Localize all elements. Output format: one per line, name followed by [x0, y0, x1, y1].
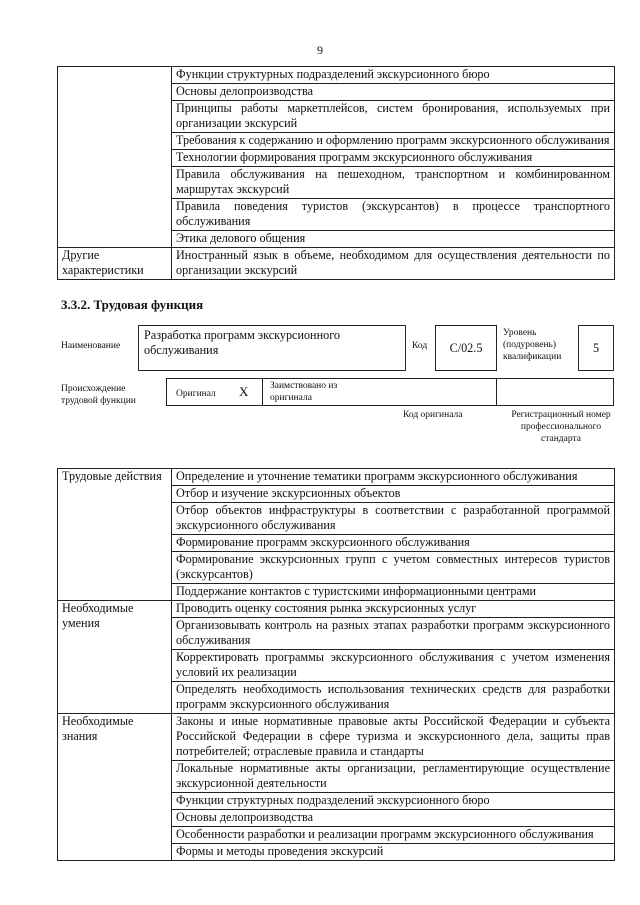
level-value: 5 [578, 325, 614, 371]
code-original-label: Код оригинала [403, 410, 463, 420]
section-heading: 3.3.2. Трудовая функция [61, 297, 204, 312]
name-value: Разработка программ экскурсионного обслуживания [138, 325, 406, 371]
labor-actions-label: Трудовые действия [58, 469, 172, 601]
labor-action-item: Поддержание контактов с туристскими информационными центрами [172, 584, 615, 601]
knowledge-continued-table [57, 66, 615, 280]
knowledge-item: Этика делового общения [172, 231, 615, 248]
reg-number-label: Регистрационный номер профессионального стандарта [511, 410, 611, 444]
knowledge-item: Технологии формирования программ экскурсионного обслуживания [172, 150, 615, 167]
knowledge-item: Законы и иные нормативные правовые акты Российской Федерации и субъекта Российской Федерации в сфере туризма и экскурсионного дела, защиты прав потребителей; отраслевые правила и стандарты [172, 714, 615, 761]
labor-action-item: Формирование программ экскурсионного обслуживания [172, 535, 615, 552]
level-label: Уровень (подуровень) квалификации [503, 328, 562, 362]
origin-box [166, 378, 614, 406]
empty-label-cell [58, 67, 172, 248]
knowledge-item: Основы делопроизводства [172, 84, 615, 101]
labor-action-item: Отбор и изучение экскурсионных объектов [172, 486, 615, 503]
name-label: Наименование [61, 341, 121, 351]
knowledge-item: Особенности разработки и реализации программ экскурсионного обслуживания [172, 827, 615, 844]
knowledge-item: Функции структурных подразделений экскурсионного бюро [172, 67, 615, 84]
origin-label: Происхождение трудовой функции [61, 384, 136, 406]
skill-item: Корректировать программы экскурсионного обслуживания с учетом изменения условий их реализации [172, 650, 615, 682]
other-characteristics-label: Другие характеристики [58, 248, 172, 280]
origin-divider [496, 378, 497, 406]
knowledge-item: Правила поведения туристов (экскурсантов) в процессе транспортного обслуживания [172, 199, 615, 231]
skill-item: Проводить оценку состояния рынка экскурсионных услуг [172, 601, 615, 618]
original-mark: X [239, 384, 249, 399]
other-characteristics-text: Иностранный язык в объеме, необходимом для осуществления деятельности по организации экскурсий [172, 248, 615, 280]
original-label: Оригинал [176, 389, 216, 399]
skill-item: Организовывать контроль на разных этапах разработки программ экскурсионного обслуживания [172, 618, 615, 650]
function-details-table [57, 468, 615, 861]
knowledge-item: Правила обслуживания на пешеходном, транспортном и комбинированном маршрутах экскурсий [172, 167, 615, 199]
skill-item: Определять необходимость использования технических средств для разработки программ экскурсионного обслуживания [172, 682, 615, 714]
knowledge-item: Основы делопроизводства [172, 810, 615, 827]
knowledge-item: Формы и методы проведения экскурсий [172, 844, 615, 861]
borrowed-label: Заимствовано из оригинала [270, 381, 338, 403]
knowledge-item: Локальные нормативные акты организации, регламентирующие осуществление экскурсионной деятельности [172, 761, 615, 793]
labor-action-item: Определение и уточнение тематики программ экскурсионного обслуживания [172, 469, 615, 486]
page-number: 9 [317, 43, 323, 57]
knowledge-item: Требования к содержанию и оформлению программ экскурсионного обслуживания [172, 133, 615, 150]
skills-label: Необходимые умения [58, 601, 172, 714]
knowledge-item: Функции структурных подразделений экскурсионного бюро [172, 793, 615, 810]
labor-action-item: Формирование экскурсионных групп с учетом совместных интересов туристов (экскурсантов) [172, 552, 615, 584]
labor-action-item: Отбор объектов инфраструктуры в соответствии с разработанной программой экскурсионного обслуживания [172, 503, 615, 535]
code-value: C/02.5 [435, 325, 497, 371]
code-label: Код [412, 341, 428, 351]
knowledge-item: Принципы работы маркетплейсов, систем бронирования, используемых при организации экскурсий [172, 101, 615, 133]
knowledge-label: Необходимые знания [58, 714, 172, 861]
origin-divider [262, 378, 263, 406]
